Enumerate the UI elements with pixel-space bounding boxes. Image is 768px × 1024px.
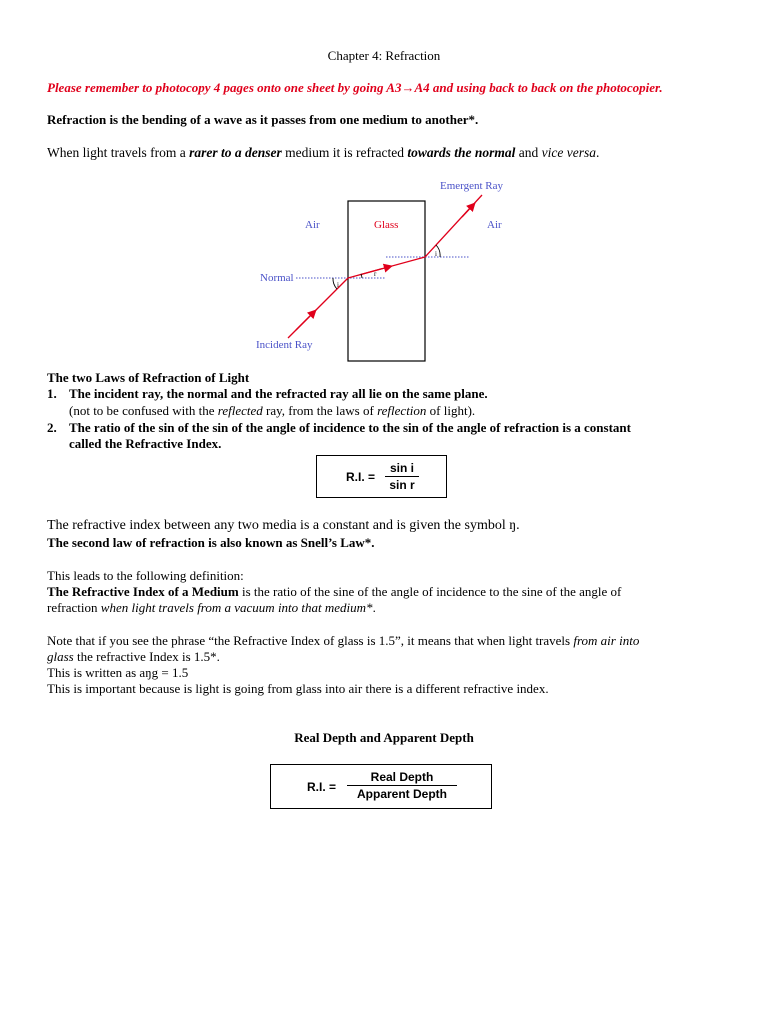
law1-note-a: (not to be confused with the xyxy=(69,403,218,418)
law2-text-line1: The ratio of the sin of the sin of the angle of incidence to the sin of the angle of refraction is a constant xyxy=(69,420,631,435)
intro-text-4: . xyxy=(595,145,600,160)
intro-sentence xyxy=(47,145,599,161)
note-line4: This is important because is light is going from glass into air there is a different refractive index. xyxy=(47,681,549,696)
ri-definition-line1 xyxy=(47,584,621,600)
note-line2a: glass xyxy=(47,649,74,664)
law1-note-reflection: reflection xyxy=(377,403,427,418)
emergent-ray-label: Emergent Ray xyxy=(440,180,504,192)
ri-definition-bold: The Refractive Index of a Medium xyxy=(47,584,239,599)
law1-text: The incident ray, the normal and the refracted ray all lie on the same plane. xyxy=(69,386,488,401)
angle-i-label-left: i xyxy=(337,281,339,289)
law1-note-c: ray, from the laws of xyxy=(262,403,378,418)
ri-definition-rest: is the ratio of the sine of the angle of incidence to the sine of the angle of xyxy=(238,584,622,599)
note-line2 xyxy=(47,649,220,665)
emergent-ray-arrow xyxy=(462,203,475,217)
note-line1a: Note that if you see the phrase “the Refractive Index of glass is 1.5”, it means that when light travels xyxy=(47,633,574,648)
law1-note xyxy=(69,403,475,419)
formula-depth-fraction xyxy=(347,769,457,802)
intro-emph-rarer-denser: rarer to a denser xyxy=(189,145,282,160)
formula-sin-lhs: R.I. = xyxy=(346,470,376,484)
intro-text-1: When light travels from a xyxy=(47,145,190,160)
air-left-label: Air xyxy=(305,219,320,231)
law2-number: 2. xyxy=(47,420,57,435)
intro-emph-towards-normal: towards the normal xyxy=(407,145,516,160)
formula-sin-denominator: sin r xyxy=(389,478,415,492)
angle-r-label: r xyxy=(374,270,377,278)
section-title-real-apparent-depth: Real Depth and Apparent Depth xyxy=(294,730,474,745)
photocopy-notice: Please remember to photocopy 4 pages onto one sheet by going A3→A4 and using back to back on the photocopier. xyxy=(47,80,663,95)
formula-sin-box xyxy=(316,455,447,498)
formula-depth-lhs: R.I. = xyxy=(307,780,337,794)
leads-text: This leads to the following definition: xyxy=(47,568,244,583)
air-right-label: Air xyxy=(487,219,502,231)
glass-label: Glass xyxy=(374,219,399,231)
page-title: Chapter 4: Refraction xyxy=(327,48,441,63)
snell-law-text: The second law of refraction is also known as Snell’s Law*. xyxy=(47,535,375,550)
note-line1b: from air into xyxy=(573,633,640,648)
formula-depth-denominator: Apparent Depth xyxy=(357,787,447,801)
ri-definition-line2c: . xyxy=(372,600,376,615)
formula-sin-numerator: sin i xyxy=(389,461,414,475)
incident-ray-label: Incident Ray xyxy=(256,339,313,351)
formula-sin-fraction xyxy=(385,460,419,493)
formula-depth-numerator: Real Depth xyxy=(370,770,434,784)
normal-label: Normal xyxy=(260,272,294,284)
angle-i-label-right: i xyxy=(435,250,437,258)
law1-number: 1. xyxy=(47,386,57,401)
refraction-definition: Refraction is the bending of a wave as it passes from one medium to another*. xyxy=(47,112,479,127)
note-line2b: the refractive Index is 1.5*. xyxy=(73,649,220,664)
law2-text-line2: called the Refractive Index. xyxy=(69,436,222,451)
ri-constant-text: The refractive index between any two media is a constant and is given the symbol ŋ. xyxy=(47,518,520,533)
formula-depth-box xyxy=(270,764,492,809)
refraction-diagram xyxy=(0,170,768,370)
note-line1 xyxy=(47,633,639,649)
intro-emph-vice-versa: vice versa xyxy=(541,145,596,160)
ri-definition-line2b: when light travels from a vacuum into that medium* xyxy=(100,600,373,615)
note-line3: This is written as aŋg = 1.5 xyxy=(47,665,189,680)
incident-ray-arrow xyxy=(296,310,316,330)
law1-note-e: of light). xyxy=(426,403,476,418)
law1-note-reflected: reflected xyxy=(217,403,263,418)
laws-title: The two Laws of Refraction of Light xyxy=(47,370,250,385)
intro-text-2: medium it is refracted xyxy=(281,145,408,160)
intro-text-3: and xyxy=(515,145,542,160)
ri-definition-line2a: refraction xyxy=(47,600,101,615)
ri-definition-line2 xyxy=(47,600,376,616)
